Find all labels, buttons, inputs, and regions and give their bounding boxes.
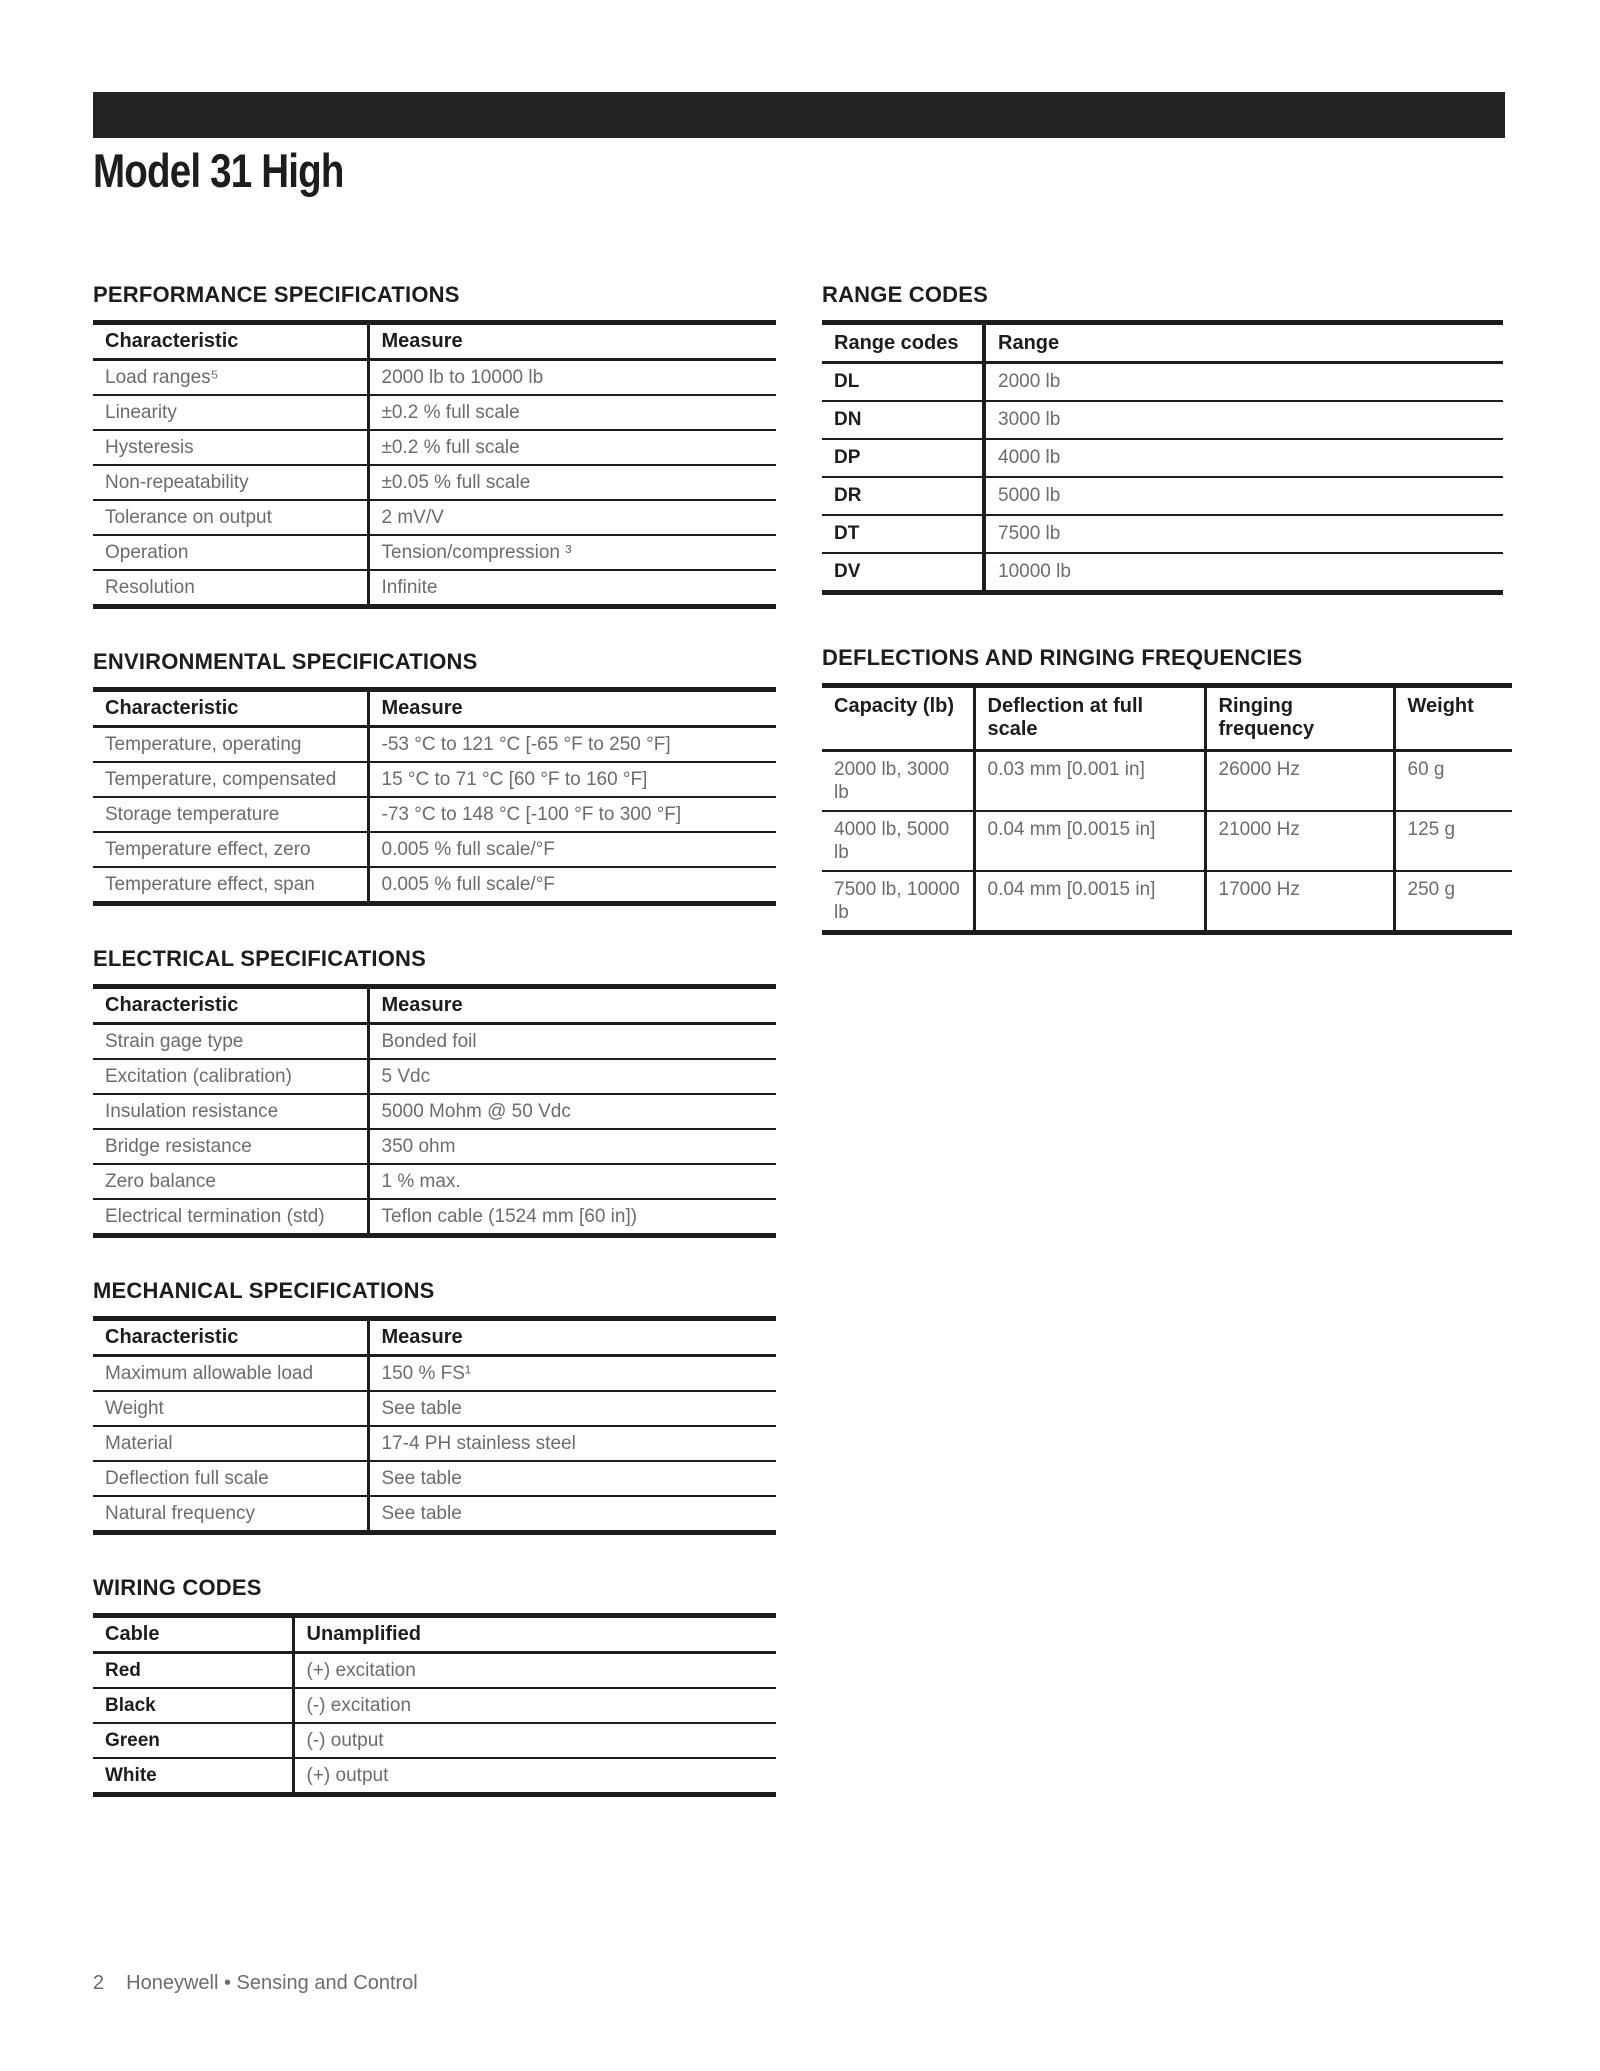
- characteristic-cell: Insulation resistance: [93, 1094, 368, 1129]
- table-row: [93, 1129, 776, 1164]
- table-row: [93, 1758, 776, 1795]
- characteristic-cell: Temperature, compensated: [93, 762, 368, 797]
- characteristic-cell: Strain gage type: [93, 1024, 368, 1060]
- range-code-cell: DR: [822, 477, 984, 515]
- column-header-capacity: Capacity (lb): [822, 686, 974, 751]
- characteristic-cell: Electrical termination (std): [93, 1199, 368, 1236]
- characteristic-cell: Temperature, operating: [93, 727, 368, 763]
- table-row: [822, 553, 1503, 593]
- measure-cell: See table: [368, 1461, 776, 1496]
- table-row: [93, 1199, 776, 1236]
- table-row: [93, 535, 776, 570]
- electrical-specifications-section: [93, 946, 776, 1238]
- range-codes-table: [822, 320, 1503, 595]
- table-row: [93, 1723, 776, 1758]
- measure-cell: Infinite: [381, 577, 438, 598]
- range-value-cell: 2000 lb: [984, 363, 1503, 402]
- measure-cell: Teflon cable (1524 mm [60 in]): [381, 1206, 638, 1227]
- table-row: [822, 751, 1512, 812]
- characteristic-cell: Resolution: [93, 570, 368, 607]
- table-header-row: [93, 690, 776, 727]
- frequency-cell: 17000 Hz: [1205, 871, 1394, 933]
- measure-cell: 5 Vdc: [368, 1059, 776, 1094]
- column-header-measure: Measure: [368, 987, 776, 1024]
- capacity-cell: 4000 lb, 5000 lb: [822, 811, 974, 871]
- range-value-cell: 5000 lb: [984, 477, 1503, 515]
- table-header-row: [93, 987, 776, 1024]
- cable-color-cell: Green: [93, 1723, 293, 1758]
- measure-cell: See table: [381, 1503, 462, 1524]
- range-code-cell: DP: [822, 439, 984, 477]
- environmental-heading: ENVIRONMENTAL SPECIFICATIONS: [93, 649, 478, 674]
- cable-color-cell: Black: [93, 1688, 293, 1723]
- table-row: [822, 363, 1503, 402]
- characteristic-cell: Material: [93, 1426, 368, 1461]
- wiring-codes-section: [93, 1575, 776, 1797]
- table-row: [93, 1164, 776, 1199]
- wiring-table: [93, 1613, 776, 1797]
- right-column: [822, 282, 1512, 935]
- characteristic-cell: Load ranges⁵: [93, 360, 368, 396]
- table-row: [93, 500, 776, 535]
- range-value-cell: 10000 lb: [998, 561, 1071, 582]
- column-header-characteristic: Characteristic: [93, 1319, 368, 1356]
- deflections-section: [822, 645, 1512, 935]
- table-row: [93, 1024, 776, 1060]
- table-row: [93, 832, 776, 867]
- table-row: [93, 1461, 776, 1496]
- column-header-characteristic: Characteristic: [93, 323, 368, 360]
- table-header-row: [822, 686, 1512, 751]
- measure-cell: 0.005 % full scale/°F: [381, 874, 555, 895]
- cable-color-cell: White: [93, 1758, 293, 1795]
- column-header-range-codes: Range codes: [822, 323, 984, 363]
- table-header-row: [822, 323, 1503, 363]
- performance-specifications-section: [93, 282, 776, 609]
- table-row: [93, 1496, 776, 1533]
- column-header-characteristic: Characteristic: [93, 987, 368, 1024]
- capacity-cell: 7500 lb, 10000 lb: [822, 871, 974, 933]
- table-row: [822, 811, 1512, 871]
- characteristic-cell: Temperature effect, zero: [93, 832, 368, 867]
- capacity-cell: 2000 lb, 3000 lb: [822, 751, 974, 812]
- measure-cell: ±0.05 % full scale: [368, 465, 776, 500]
- range-code-cell: DL: [822, 363, 984, 402]
- wiring-function-cell: (-) output: [293, 1723, 776, 1758]
- column-header-cable: Cable: [93, 1616, 293, 1653]
- column-header-deflection: Deflection at full scale: [974, 686, 1205, 751]
- table-row: [93, 1688, 776, 1723]
- range-value-cell: 7500 lb: [984, 515, 1503, 553]
- range-codes-heading: RANGE CODES: [822, 282, 988, 307]
- characteristic-cell: Zero balance: [93, 1164, 368, 1199]
- performance-table: [93, 320, 776, 609]
- characteristic-cell: Linearity: [93, 395, 368, 430]
- table-row: [93, 797, 776, 832]
- characteristic-cell: Tolerance on output: [93, 500, 368, 535]
- weight-cell: 250 g: [1407, 879, 1456, 900]
- deflections-heading: DEFLECTIONS AND RINGING FREQUENCIES: [822, 645, 1303, 670]
- table-row: [93, 395, 776, 430]
- left-column: [93, 282, 776, 1797]
- measure-cell: -73 °C to 148 °C [-100 °F to 300 °F]: [368, 797, 776, 832]
- table-row: [93, 465, 776, 500]
- measure-cell: Tension/compression ³: [368, 535, 776, 570]
- table-row: [93, 1094, 776, 1129]
- measure-cell: 350 ohm: [368, 1129, 776, 1164]
- table-row: [93, 430, 776, 465]
- table-row: [822, 401, 1503, 439]
- range-value-cell: 3000 lb: [984, 401, 1503, 439]
- measure-cell: 2 mV/V: [368, 500, 776, 535]
- range-code-cell: DV: [822, 553, 984, 593]
- column-header-measure: Measure: [368, 1319, 776, 1356]
- table-row: [93, 762, 776, 797]
- page-footer: [93, 1972, 418, 1995]
- characteristic-cell: Bridge resistance: [93, 1129, 368, 1164]
- mechanical-table: [93, 1316, 776, 1535]
- table-row: [93, 360, 776, 396]
- mechanical-heading: MECHANICAL SPECIFICATIONS: [93, 1278, 435, 1303]
- table-row: [93, 1356, 776, 1392]
- characteristic-cell: Excitation (calibration): [93, 1059, 368, 1094]
- column-header-ringing-frequency: Ringing frequency: [1205, 686, 1394, 751]
- environmental-specifications-section: [93, 649, 776, 906]
- mechanical-specifications-section: [93, 1278, 776, 1535]
- range-code-cell: DT: [822, 515, 984, 553]
- table-row: [93, 1426, 776, 1461]
- table-header-row: [93, 1319, 776, 1356]
- measure-cell: 15 °C to 71 °C [60 °F to 160 °F]: [368, 762, 776, 797]
- footer-text: Honeywell • Sensing and Control: [126, 1972, 418, 1994]
- range-value-cell: 4000 lb: [984, 439, 1503, 477]
- characteristic-cell: Natural frequency: [93, 1496, 368, 1533]
- table-row: [822, 515, 1503, 553]
- column-header-measure: Measure: [368, 323, 776, 360]
- characteristic-cell: Temperature effect, span: [93, 867, 368, 904]
- measure-cell: 17-4 PH stainless steel: [368, 1426, 776, 1461]
- measure-cell: 5000 Mohm @ 50 Vdc: [368, 1094, 776, 1129]
- table-row: [93, 1391, 776, 1426]
- measure-cell: See table: [368, 1391, 776, 1426]
- range-code-cell: DN: [822, 401, 984, 439]
- electrical-heading: ELECTRICAL SPECIFICATIONS: [93, 946, 426, 971]
- table-row: [822, 871, 1512, 933]
- table-header-row: [93, 1616, 776, 1653]
- column-header-range: Range: [984, 323, 1503, 363]
- characteristic-cell: Operation: [93, 535, 368, 570]
- characteristic-cell: Storage temperature: [93, 797, 368, 832]
- measure-cell: 150 % FS¹: [368, 1356, 776, 1392]
- wiring-function-cell: (+) excitation: [293, 1653, 776, 1689]
- characteristic-cell: Maximum allowable load: [93, 1356, 368, 1392]
- deflection-cell: 0.04 mm [0.0015 in]: [974, 871, 1205, 933]
- characteristic-cell: Hysteresis: [93, 430, 368, 465]
- header-bar: [93, 92, 1505, 138]
- deflection-cell: 0.04 mm [0.0015 in]: [974, 811, 1205, 871]
- measure-cell: 0.005 % full scale/°F: [368, 832, 776, 867]
- deflections-table: [822, 683, 1512, 935]
- measure-cell: 1 % max.: [368, 1164, 776, 1199]
- characteristic-cell: Weight: [93, 1391, 368, 1426]
- deflection-cell: 0.03 mm [0.001 in]: [974, 751, 1205, 812]
- measure-cell: ±0.2 % full scale: [368, 430, 776, 465]
- frequency-cell: 26000 Hz: [1205, 751, 1394, 812]
- table-row: [93, 1059, 776, 1094]
- environmental-table: [93, 687, 776, 906]
- table-row: [93, 1653, 776, 1689]
- page-title: Model 31 High: [93, 144, 344, 197]
- measure-cell: -53 °C to 121 °C [-65 °F to 250 °F]: [368, 727, 776, 763]
- table-row: [822, 477, 1503, 515]
- measure-cell: ±0.2 % full scale: [368, 395, 776, 430]
- weight-cell: 60 g: [1394, 751, 1512, 812]
- column-header-characteristic: Characteristic: [93, 690, 368, 727]
- wiring-heading: WIRING CODES: [93, 1575, 262, 1600]
- table-row: [93, 867, 776, 904]
- table-row: [93, 570, 776, 607]
- page-number: 2: [93, 1972, 105, 1994]
- column-header-unamplified: Unamplified: [293, 1616, 776, 1653]
- table-row: [822, 439, 1503, 477]
- characteristic-cell: Non-repeatability: [93, 465, 368, 500]
- frequency-cell: 21000 Hz: [1205, 811, 1394, 871]
- table-row: [93, 727, 776, 763]
- range-codes-section: [822, 282, 1512, 595]
- weight-cell: 125 g: [1394, 811, 1512, 871]
- column-header-measure: Measure: [368, 690, 776, 727]
- performance-heading: PERFORMANCE SPECIFICATIONS: [93, 282, 460, 307]
- measure-cell: Bonded foil: [368, 1024, 776, 1060]
- wiring-function-cell: (+) output: [306, 1765, 389, 1786]
- table-header-row: [93, 323, 776, 360]
- cable-color-cell: Red: [93, 1653, 293, 1689]
- electrical-table: [93, 984, 776, 1238]
- measure-cell: 2000 lb to 10000 lb: [368, 360, 776, 396]
- wiring-function-cell: (-) excitation: [293, 1688, 776, 1723]
- column-header-weight: Weight: [1394, 686, 1512, 751]
- characteristic-cell: Deflection full scale: [93, 1461, 368, 1496]
